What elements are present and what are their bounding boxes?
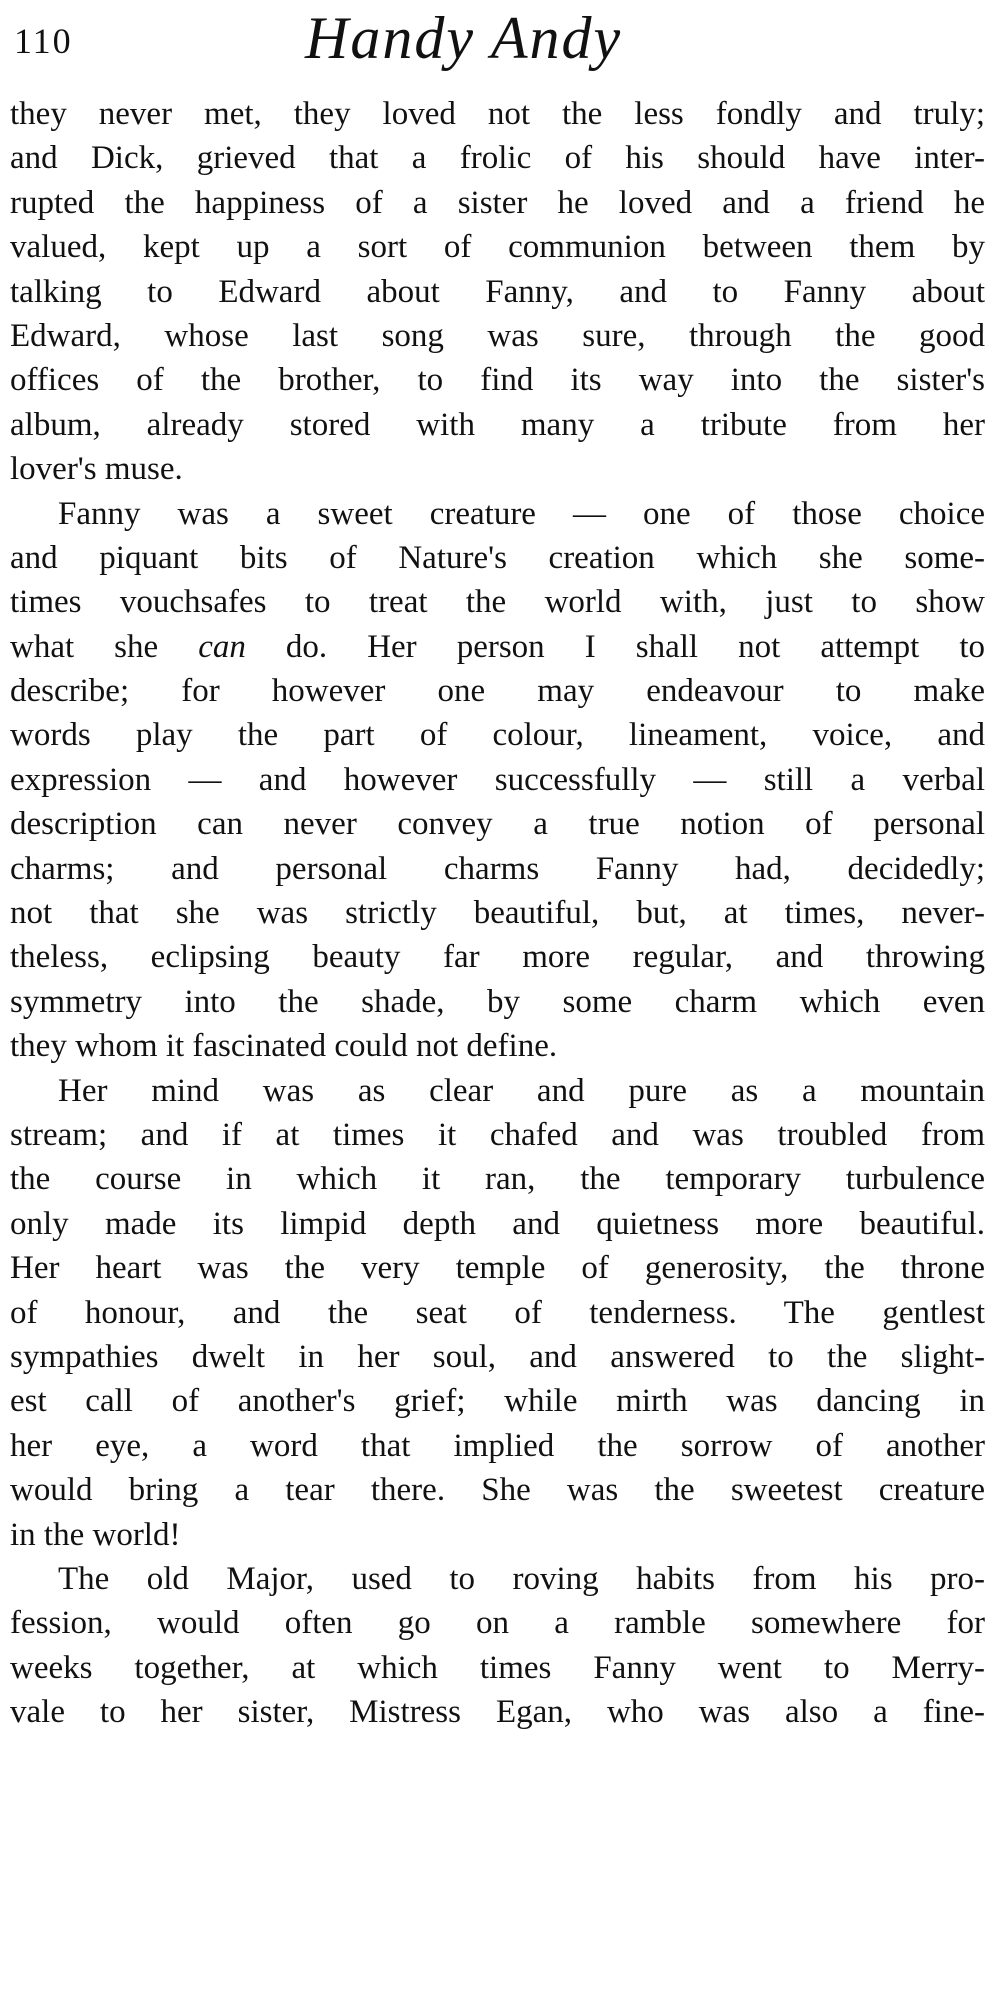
text-line: The old Major, used to roving habits from his pro- <box>58 1560 985 1597</box>
text-line: only made its limpid depth and quietness more beautiful. <box>10 1205 985 1242</box>
page-number: 110 <box>14 21 73 61</box>
text-line: and Dick, grieved that a frolic of his should have inter- <box>10 140 985 177</box>
text-line: of honour, and the seat of tenderness. The gentlest <box>10 1294 985 1331</box>
text-line: they never met, they loved not the less fondly and truly; <box>10 96 985 132</box>
text-line: sympathies dwelt in her soul, and answered to the slight- <box>10 1338 985 1375</box>
paragraph <box>10 92 985 492</box>
paragraph <box>10 1069 985 1557</box>
paragraph <box>10 492 985 1069</box>
text-line: est call of another's grief; while mirth was dancing in <box>10 1383 985 1420</box>
running-head <box>10 0 985 92</box>
text-line: album, already stored with many a tribute from her <box>10 406 985 443</box>
text-line: symmetry into the shade, by some charm which even <box>10 983 985 1020</box>
text-line: theless, eclipsing beauty far more regular, and throwing <box>10 939 985 976</box>
text-line: weeks together, at which times Fanny went to Merry- <box>10 1649 985 1686</box>
text-line: Her mind was as clear and pure as a mountain <box>58 1072 985 1109</box>
text-line: in the world! <box>10 1516 181 1553</box>
body-text <box>10 92 985 1734</box>
text-line: expression — and however successfully — still a verbal <box>10 761 985 798</box>
text-line: the course in which it ran, the temporary turbulence <box>10 1161 985 1198</box>
text-line: valued, kept up a sort of communion between them by <box>10 229 985 266</box>
text-line: Her heart was the very temple of generosity, the throne <box>10 1250 985 1287</box>
text-line: charms; and personal charms Fanny had, decidedly; <box>10 850 985 887</box>
book-page <box>10 0 985 1734</box>
text-line: would bring a tear there. She was the sweetest creature <box>10 1472 985 1509</box>
text-line: fession, would often go on a ramble somewhere for <box>10 1605 985 1642</box>
text-line: what she can do. Her person I shall not attempt to <box>10 628 985 665</box>
text-line: not that she was strictly beautiful, but, at times, never- <box>10 895 985 932</box>
paragraph <box>10 1557 985 1735</box>
text-line: stream; and if at times it chafed and was troubled from <box>10 1116 985 1153</box>
running-title: Handy Andy <box>305 5 623 71</box>
text-line: lover's muse. <box>10 451 183 488</box>
text-line: words play the part of colour, lineament, voice, and <box>10 717 985 754</box>
text-line: times vouchsafes to treat the world with, just to show <box>10 584 985 621</box>
text-line: Edward, whose last song was sure, through the good <box>10 317 985 354</box>
emphasis: can <box>198 628 246 665</box>
text-line: describe; for however one may endeavour to make <box>10 673 985 710</box>
text-line: vale to her sister, Mistress Egan, who was also a fine- <box>10 1694 985 1731</box>
text-line: description can never convey a true notion of personal <box>10 806 985 843</box>
text-line: and piquant bits of Nature's creation which she some- <box>10 539 985 576</box>
text-line: they whom it fascinated could not define. <box>10 1028 558 1065</box>
text-line: rupted the happiness of a sister he loved and a friend he <box>10 184 985 221</box>
text-line: Fanny was a sweet creature — one of those choice <box>58 495 985 532</box>
text-line: talking to Edward about Fanny, and to Fanny about <box>10 273 985 310</box>
text-line: offices of the brother, to find its way into the sister's <box>10 362 985 399</box>
text-line: her eye, a word that implied the sorrow of another <box>10 1427 985 1464</box>
